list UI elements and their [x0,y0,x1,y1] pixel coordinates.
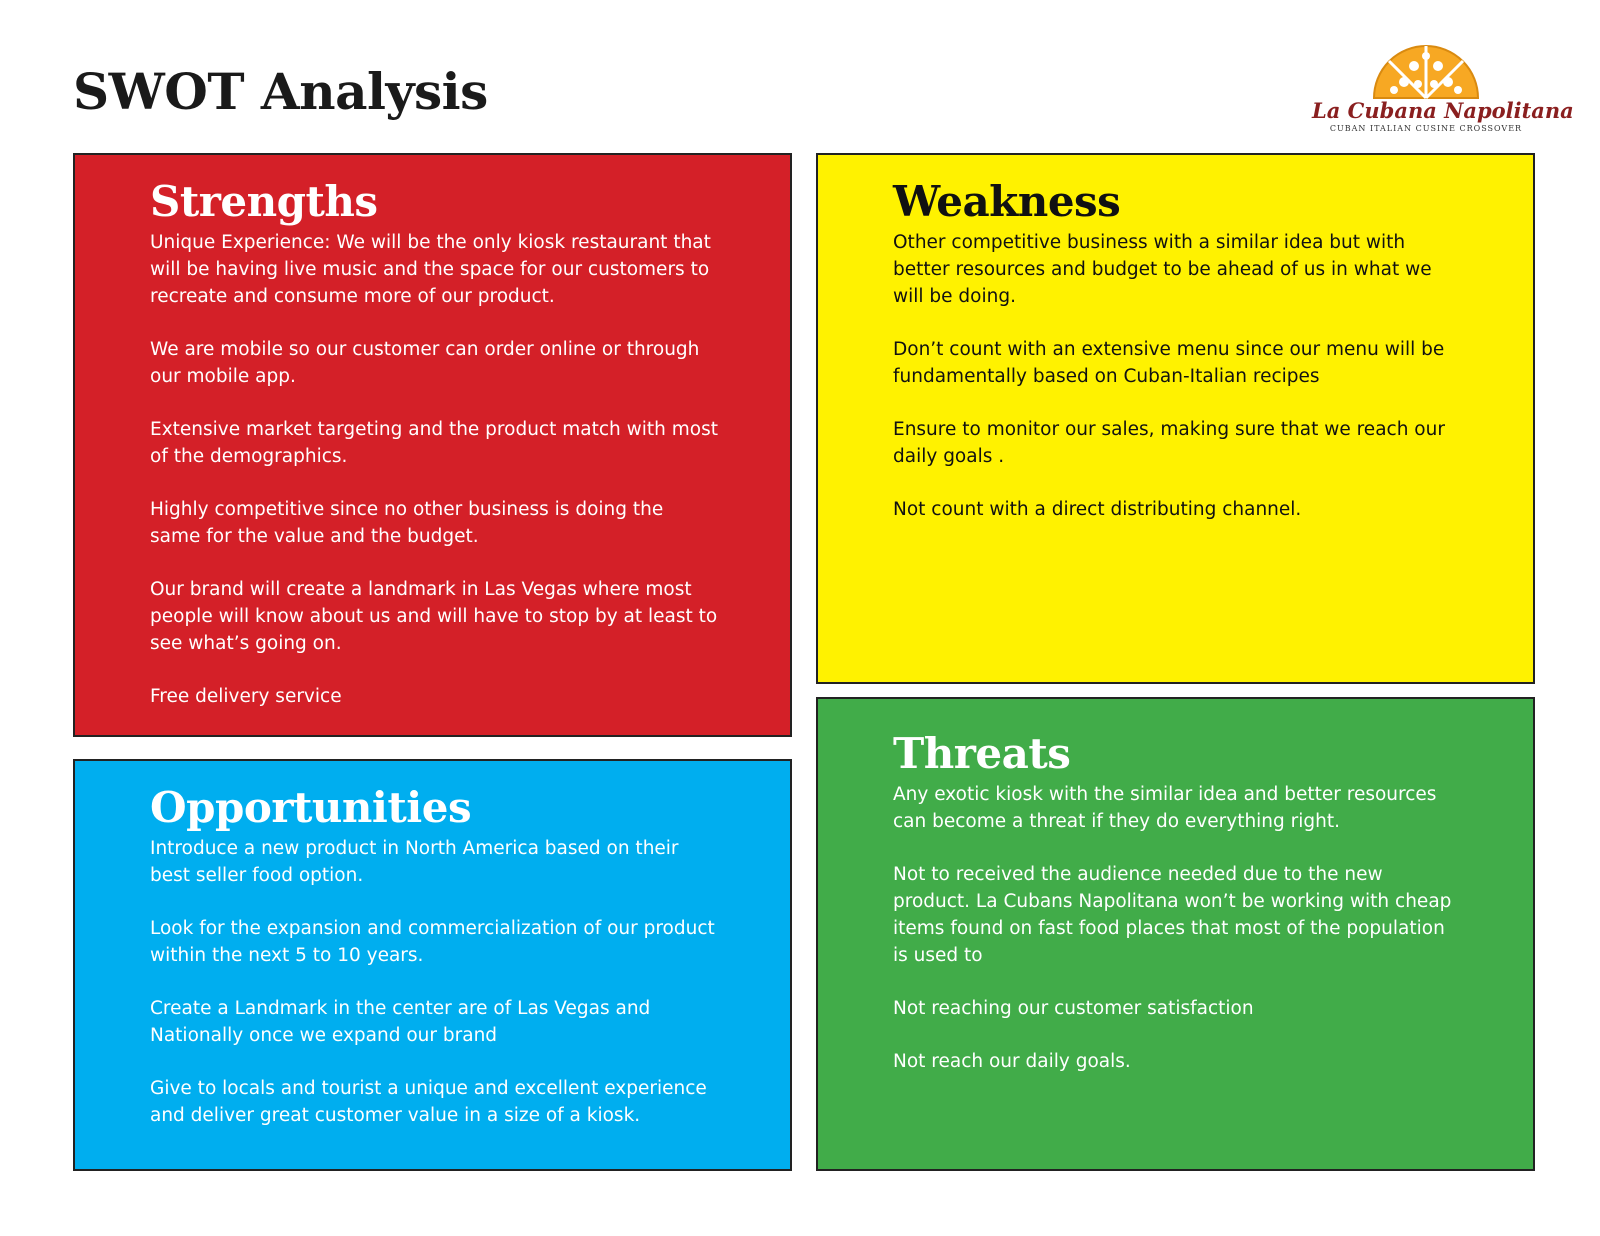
logo-tagline: CUBAN ITALIAN CUSINE CROSSOVER [1329,124,1523,133]
strengths-item: We are mobile so our customer can order online or through our mobile app. [150,339,700,387]
weakness-panel [816,153,1535,684]
strengths-item: Extensive market targeting and the product match with most of the demographics. [150,419,718,467]
strengths-heading: Strengths [150,177,378,226]
threats-item: Not reaching our customer satisfaction [893,998,1254,1019]
opportunities-panel [73,759,792,1171]
strengths-item: Our brand will create a landmark in Las Vegas where most people will know about us and will have to stop by at least to see what’s going on. [150,579,718,654]
strengths-item: Highly competitive since no other business is doing the same for the value and the budget. [150,499,664,547]
weakness-item: Other competitive business with a similar idea but with better resources and budget to be ahead of us in what we will be doing. [893,232,1432,307]
strengths-panel [73,153,792,737]
page-title: SWOT Analysis [73,62,488,121]
weakness-item: Not count with a direct distributing channel. [893,499,1302,520]
threats-heading: Threats [893,729,1071,778]
opportunities-item: Create a Landmark in the center are of Las Vegas and Nationally once we expand our brand [150,998,651,1046]
weakness-item: Don’t count with an extensive menu since our menu will be fundamentally based on Cuban-Italian recipes [893,339,1445,387]
threats-item: Not to received the audience needed due to the new product. La Cubans Napolitana won’t be working with cheap items found on fast food places that most of the population is used to [893,864,1452,966]
weakness-item: Ensure to monitor our sales, making sure that we reach our daily goals . [893,419,1445,467]
opportunities-item: Look for the expansion and commercialization of our product within the next 5 to 10 years. [150,918,715,966]
brand-logo [1312,38,1574,138]
threats-item: Not reach our daily goals. [893,1051,1131,1072]
opportunities-item: Give to locals and tourist a unique and excellent experience and deliver great customer value in a size of a kiosk. [150,1078,707,1126]
strengths-item: Free delivery service [150,686,342,707]
opportunities-heading: Opportunities [150,783,472,832]
strengths-item: Unique Experience: We will be the only kiosk restaurant that will be having live music and the space for our customers to recreate and consume more of our product. [150,232,711,307]
pizza-logo-icon [1370,38,1482,100]
weakness-heading: Weakness [893,177,1121,226]
threats-item: Any exotic kiosk with the similar idea and better resources can become a threat if they do everything right. [893,784,1437,832]
threats-panel [816,697,1535,1171]
logo-name: La Cubana Napolitana [1312,98,1574,123]
opportunities-item: Introduce a new product in North America based on their best seller food option. [150,838,679,886]
